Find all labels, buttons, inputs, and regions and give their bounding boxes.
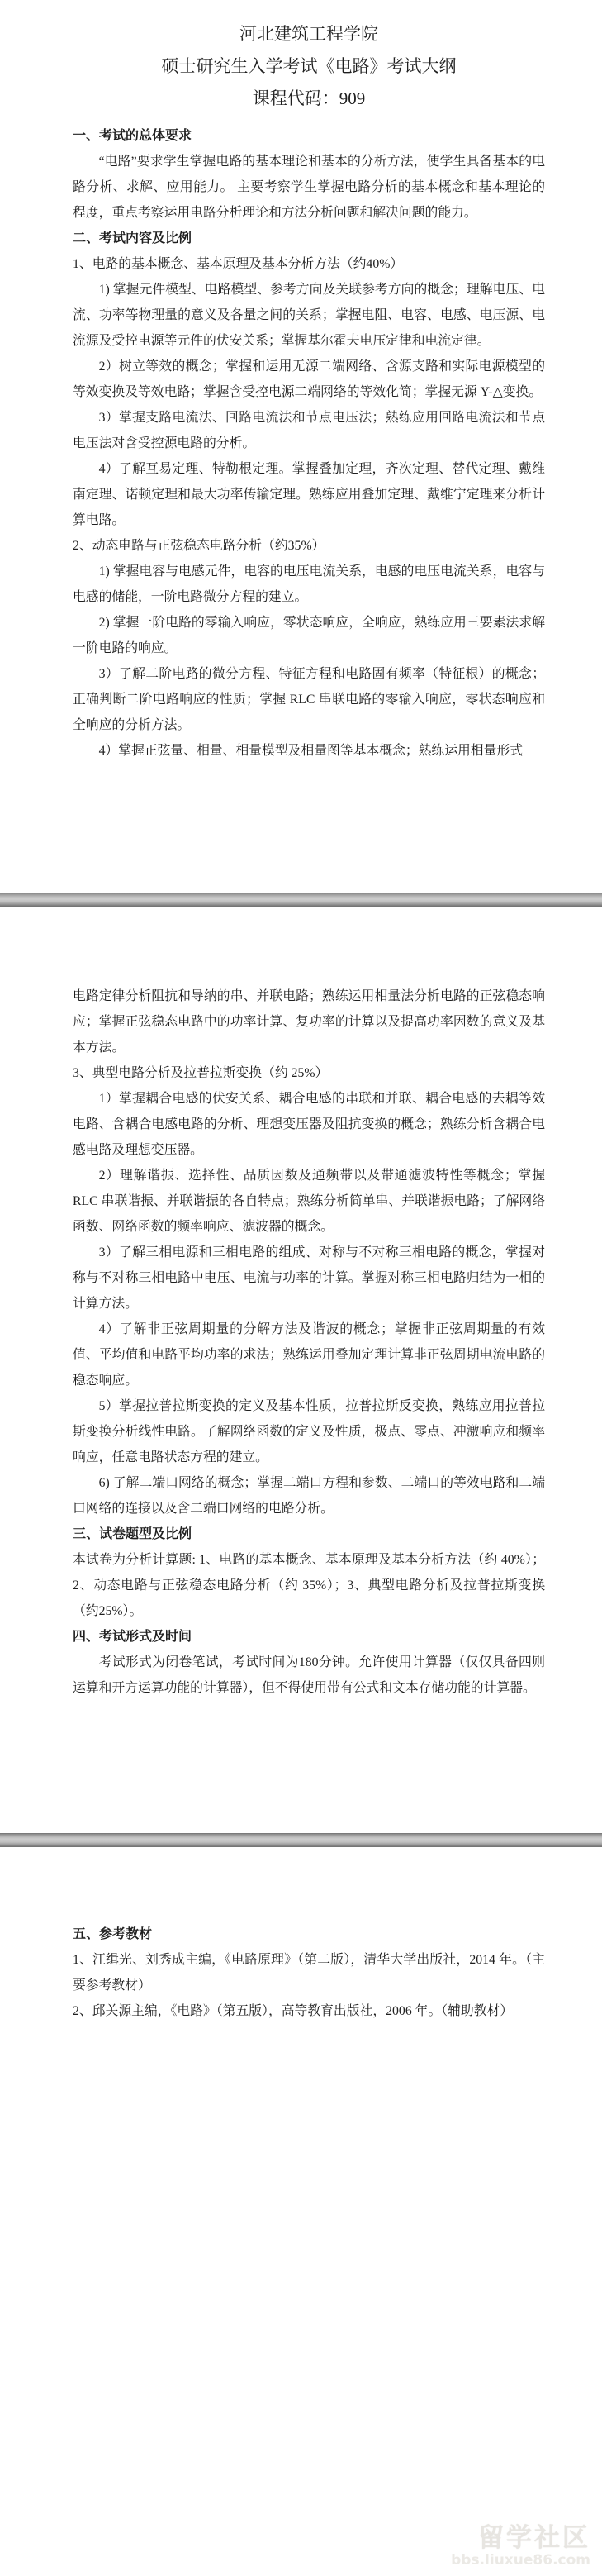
watermark: [451, 2524, 590, 2569]
topic-2-item-4-continued: 电路定律分析阻抗和导纳的串、并联电路；熟练运用相量法分析电路的正弦稳态响应；掌握正弦稳态电路中的功率计算、复功率的计算以及提高功率因数的意义及基本方法。: [73, 989, 545, 1055]
section-1-heading: 一、考试的总体要求: [73, 129, 192, 143]
page-separator-1: [0, 893, 602, 907]
section-1-paragraph: “电路”要求学生掌握电路的基本理论和基本的分析方法，使学生具备基本的电路分析、求解、应用能力。 主要考察学生掌握电路分析的基本概念和基本理论的程度，重点考察运用电路分析理论和方法分析问题和解决问题的能力。: [73, 155, 545, 220]
topic-2-item-1: 1) 掌握电容与电感元件，电容的电压电流关系，电感的电压电流关系，电容与电感的储能，一阶电路微分方程的建立。: [73, 564, 545, 604]
page-3: [73, 1921, 545, 2024]
page-2: [73, 983, 545, 1701]
topic-3-item-3: 3）了解三相电源和三相电路的组成、对称与不对称三相电路的概念，掌握对称与不对称三相电路中电压、电流与功率的计算。掌握对称三相电路归结为一相的计算方法。: [73, 1245, 545, 1311]
watermark-title: 留学社区: [478, 2523, 590, 2553]
topic-1: 1、电路的基本概念、基本原理及基本分析方法（约40%）: [73, 257, 404, 271]
topic-2: 2、动态电路与正弦稳态电路分析（约35%）: [73, 539, 325, 553]
section-4-heading: 四、考试形式及时间: [73, 1630, 192, 1644]
topic-2-item-2: 2) 掌握一阶电路的零输入响应，零状态响应，全响应，熟练应用三要素法求解一阶电路的响应。: [73, 616, 545, 655]
section-4-paragraph: 考试形式为闭卷笔试，考试时间为180分钟。允许使用计算器（仅仅具备四则运算和开方运算功能的计算器），但不得使用带有公式和文本存储功能的计算器。: [73, 1655, 545, 1695]
topic-3-item-1: 1）掌握耦合电感的伏安关系、耦合电感的串联和并联、耦合电感的去耦等效电路、含耦合电感电路的分析、理想变压器及阻抗变换的概念；熟练分析含耦合电感电路及理想变压器。: [73, 1092, 545, 1157]
section-2-heading: 二、考试内容及比例: [73, 231, 192, 245]
topic-2-item-4: 4）掌握正弦量、相量、相量模型及相量图等基本概念；熟练运用相量形式: [98, 744, 523, 758]
section-5-heading: 五、参考教材: [73, 1927, 153, 1941]
topic-3: 3、典型电路分析及拉普拉斯变换（约 25%）: [73, 1066, 329, 1080]
section-3-heading: 三、试卷题型及比例: [73, 1527, 192, 1541]
topic-1-item-1: 1) 掌握元件模型、电路模型、参考方向及关联参考方向的概念；理解电压、电流、功率等物理量的意义及各量之间的关系；掌握电阻、电容、电感、电压源、电流源及受控电源等元件的伏安关系；掌握基尔霍夫电压定律和电流定律。: [73, 283, 545, 348]
topic-1-item-4: 4）了解互易定理、特勒根定理。掌握叠加定理，齐次定理、替代定理、戴维南定理、诺顿定理和最大功率传输定理。熟练应用叠加定理、戴维宁定理来分析计算电路。: [73, 462, 545, 527]
topic-3-item-6: 6) 了解二端口网络的概念；掌握二端口方程和参数、二端口的等效电路和二端口网络的连接以及含二端口网络的电路分析。: [73, 1476, 545, 1516]
section-3-paragraph: 本试卷为分析计算题: 1、电路的基本概念、基本原理及基本分析方法（约 40%）；2、动态电路与正弦稳态电路分析（约 35%）；3、典型电路分析及拉普拉斯变换（约25%）。: [73, 1553, 545, 1618]
reference-1: 1、江缉光、刘秀成主编，《电路原理》（第二版），清华大学出版社，2014 年。（主要参考教材）: [73, 1953, 545, 1993]
topic-2-item-3: 3）了解二阶电路的微分方程、特征方程和电路固有频率（特征根）的概念；正确判断二阶电路响应的性质；掌握 RLC 串联电路的零输入响应，零状态响应和全响应的分析方法。: [73, 667, 545, 732]
course-code: 课程代码：909: [252, 88, 366, 108]
school-name: 河北建筑工程学院: [239, 24, 378, 44]
exam-title: 硕士研究生入学考试《电路》考试大纲: [161, 56, 457, 76]
watermark-url: bbs.liuxue86.com: [451, 2552, 590, 2569]
topic-3-item-4: 4）了解非正弦周期量的分解方法及谐波的概念；掌握非正弦周期量的有效值、平均值和电路平均功率的求法；熟练运用叠加定理计算非正弦周期电流电路的稳态响应。: [73, 1322, 545, 1388]
reference-2: 2、邱关源主编，《电路》（第五版），高等教育出版社，2006 年。（辅助教材）: [73, 2004, 514, 2018]
topic-3-item-2: 2）理解谐振、选择性、品质因数及通频带以及带通滤波特性等概念；掌握RLC 串联谐振、并联谐振的各自特点；熟练分析简单串、并联谐振电路；了解网络函数、网络函数的频率响应、滤波器的概念。: [73, 1169, 545, 1234]
page-separator-2: [0, 1833, 602, 1847]
topic-3-item-5: 5）掌握拉普拉斯变换的定义及基本性质，拉普拉斯反变换，熟练应用拉普拉斯变换分析线性电路。了解网络函数的定义及性质，极点、零点、冲激响应和频率响应，任意电路状态方程的建立。: [73, 1399, 545, 1464]
topic-1-item-3: 3）掌握支路电流法、回路电流法和节点电压法；熟练应用回路电流法和节点电压法对含受控源电路的分析。: [73, 411, 545, 450]
page-1: [73, 18, 545, 764]
topic-1-item-2: 2）树立等效的概念；掌握和运用无源二端网络、含源支路和实际电源模型的等效变换及等效电路；掌握含受控电源二端网络的等效化简；掌握无源 Y-△变换。: [73, 359, 545, 399]
